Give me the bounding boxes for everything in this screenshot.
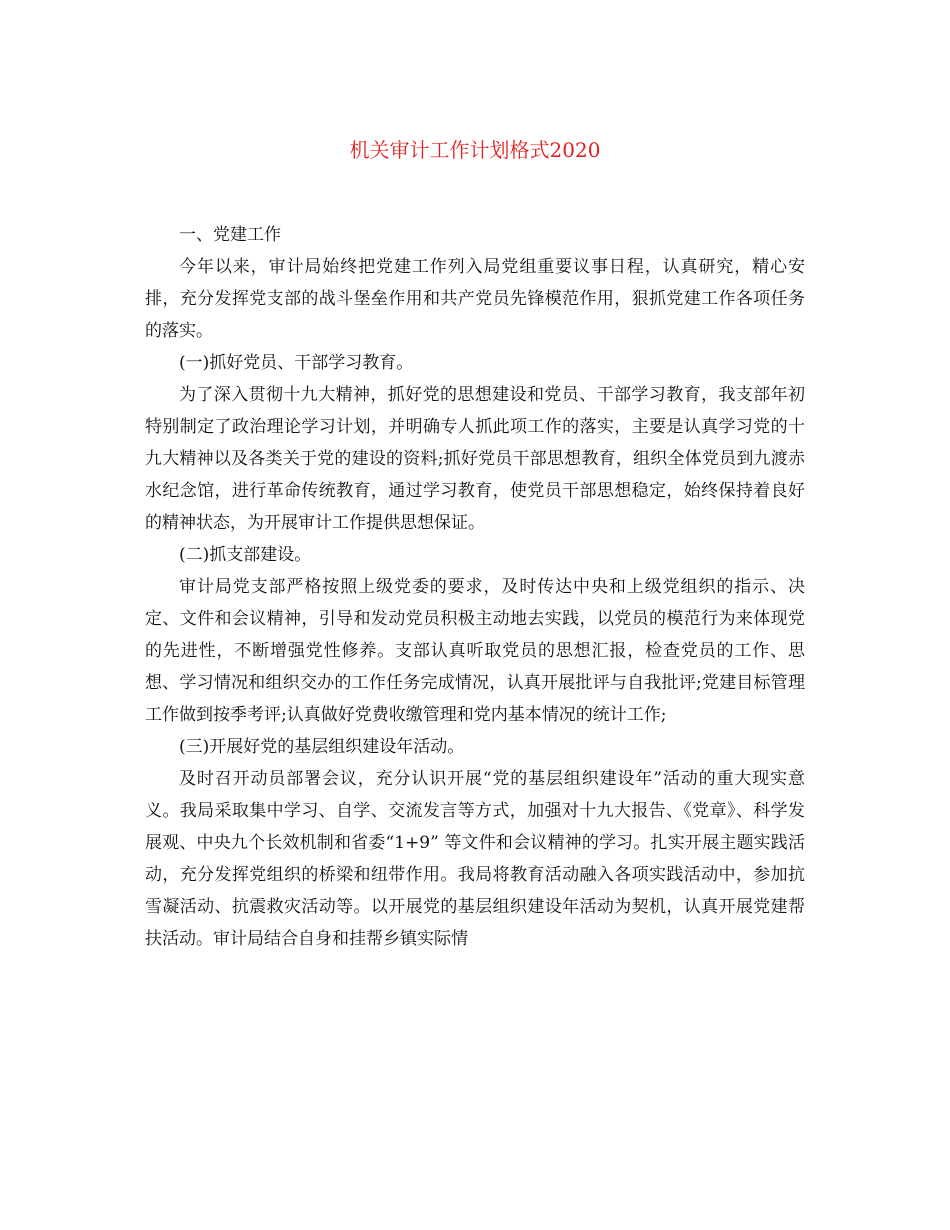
- subheading-branch-building: (二)抓支部建设。: [179, 545, 312, 565]
- subheading-grassroots-year: (三)开展好党的基层组织建设年活动。: [179, 737, 465, 757]
- paragraph-study-education: 为了深入贯彻十九大精神，抓好党的思想建设和党员、干部学习教育，我支部年初特别制定了政治理论学习计划，并明确专人抓此项工作的落实，主要是认真学习党的十九大精神以及各类关于党的建设的资料;抓好党员干部思想教育，组织全体党员到九渡赤水纪念馆，进行革命传统教育，通过学习教育，使党员干部思想稳定，始终保持着良好的精神状态，为开展审计工作提供思想保证。: [145, 385, 805, 533]
- paragraph-branch-building: 审计局党支部严格按照上级党委的要求，及时传达中央和上级党组织的指示、决定、文件和会议精神，引导和发动党员积极主动地去实践，以党员的模范行为来体现党的先进性，不断增强党性修养。支部认真听取党员的思想汇报，检查党员的工作、思想、学习情况和组织交办的工作任务完成情况，认真开展批评与自我批评;党建目标管理工作做到按季考评;认真做好党费收缴管理和党内基本情况的统计工作;: [145, 577, 805, 725]
- document-body: [145, 219, 805, 955]
- section-heading-party-building: 一、党建工作: [179, 225, 281, 245]
- subheading-study-education: (一)抓好党员、干部学习教育。: [179, 353, 414, 373]
- document-title: 机关审计工作计划格式2020: [349, 138, 601, 162]
- paragraph-grassroots-year: 及时召开动员部署会议，充分认识开展“党的基层组织建设年”活动的重大现实意义。我局采取集中学习、自学、交流发言等方式，加强对十九大报告、《党章》、科学发展观、中央九个长效机制和省委“1+9” 等文件和会议精神的学习。扎实开展主题实践活动，充分发挥党组织的桥梁和纽带作用。我局将教育活动融入各项实践活动中，参加抗雪凝活动、抗震救灾活动等。以开展党的基层组织建设年活动为契机，认真开展党建帮扶活动。审计局结合自身和挂帮乡镇实际情: [145, 769, 805, 949]
- paragraph-intro: 今年以来，审计局始终把党建工作列入局党组重要议事日程，认真研究，精心安排，充分发挥党支部的战斗堡垒作用和共产党员先锋模范作用，狠抓党建工作各项任务的落实。: [145, 257, 805, 341]
